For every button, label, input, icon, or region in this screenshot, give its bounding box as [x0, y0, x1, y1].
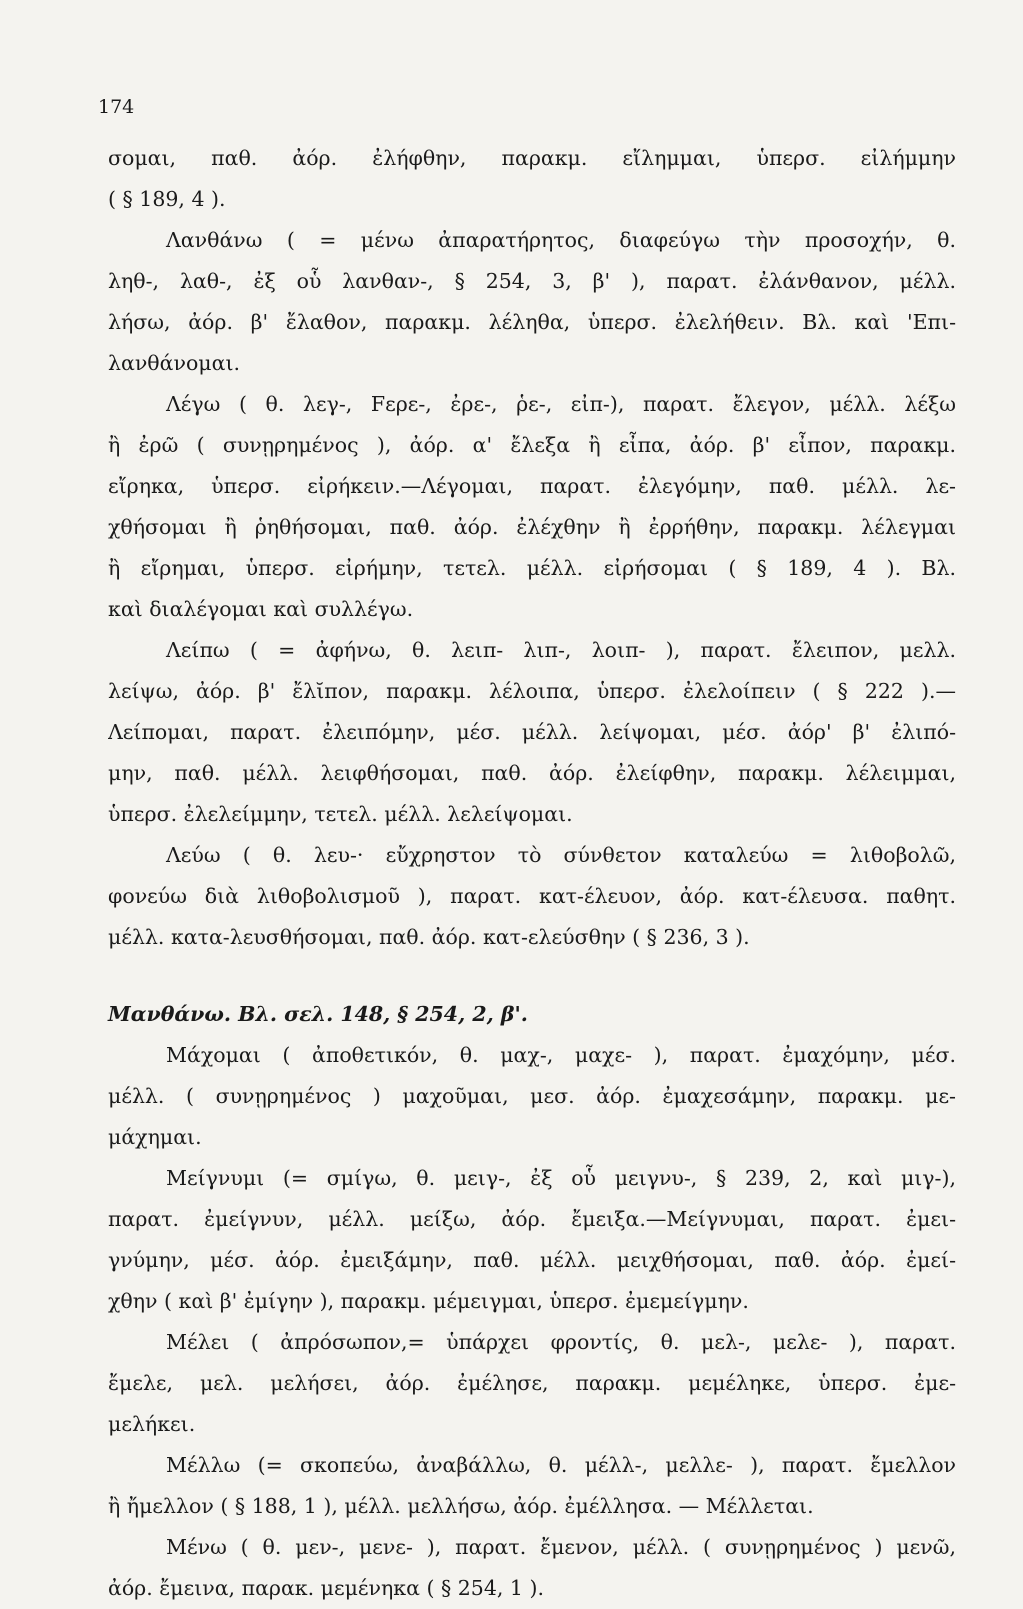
text-line: χθην ( καὶ β' ἐμίγην ), παρακμ. μέμειγμαι, ὑπερσ. ἐμεμείγμην. — [108, 1289, 749, 1313]
text-line: ὑπερσ. ἐλελείμμην, τετελ. μέλλ. λελείψομαι. — [108, 802, 573, 826]
text-line: παρατ. ἐμείγνυν, μέλλ. μείξω, ἀόρ. ἔμειξα.—Μείγνυμαι, παρατ. ἐμει- — [108, 1207, 956, 1231]
section-gap — [108, 958, 956, 994]
text-line: Μένω ( θ. μεν-, μενε- ), παρατ. ἔμενον, μέλλ. ( συνῃρημένος ) μενῶ, — [166, 1535, 956, 1559]
text-line: ληθ-, λαθ-, ἐξ οὗ λανθαν-, § 254, 3, β' ), παρατ. ἐλάνθανον, μέλλ. — [108, 269, 956, 293]
text-line: χθήσομαι ἢ ῥηθήσομαι, παθ. ἀόρ. ἐλέχθην ἢ ἐρρήθην, παρακμ. λέλεγμαι — [108, 515, 956, 539]
text-line: μάχημαι. — [108, 1125, 202, 1149]
text-line: φονεύω διὰ λιθοβολισμοῦ ), παρατ. κατ-έλευον, ἀόρ. κατ-έλευσα. παθητ. — [108, 884, 956, 908]
dictionary-text — [108, 138, 956, 1609]
text-line: Μάχομαι ( ἀποθετικόν, θ. μαχ-, μαχε- ), παρατ. ἐμαχόμην, μέσ. — [166, 1043, 956, 1067]
text-line: Λείπομαι, παρατ. ἐλειπόμην, μέσ. μέλλ. λείψομαι, μέσ. ἀόρ' β' ἐλιπό- — [108, 720, 956, 744]
text-line: λήσω, ἀόρ. β' ἔλαθον, παρακμ. λέληθα, ὑπερσ. ἐλελήθειν. Βλ. καὶ 'Επι- — [108, 310, 956, 334]
text-line: μελήκει. — [108, 1412, 196, 1436]
text-line: ἢ ἤμελλον ( § 188, 1 ), μέλλ. μελλήσω, ἀόρ. ἐμέλλησα. — Μέλλεται. — [108, 1494, 814, 1518]
text-line: μέλλ. ( συνῃρημένος ) μαχοῦμαι, μεσ. ἀόρ. ἐμαχεσάμην, παρακμ. με- — [108, 1084, 956, 1108]
text-line: λανθάνομαι. — [108, 351, 241, 375]
text-line: ἢ ἐρῶ ( συνῃρημένος ), ἀόρ. α' ἔλεξα ἢ εἶπα, ἀόρ. β' εἶπον, παρακμ. — [108, 433, 956, 457]
text-line: ἢ εἴρημαι, ὑπερσ. εἰρήμην, τετελ. μέλλ. εἰρήσομαι ( § 189, 4 ). Βλ. — [108, 556, 956, 580]
text-line: ( § 189, 4 ). — [108, 187, 226, 211]
text-line: ἀόρ. ἔμεινα, παρακ. μεμένηκα ( § 254, 1 ). — [108, 1576, 544, 1600]
text-line: Μέλλω (= σκοπεύω, ἀναβάλλω, θ. μέλλ-, μελλε- ), παρατ. ἔμελλον — [166, 1453, 956, 1477]
text-line: Λέγω ( θ. λεγ-, Fερε-, ἐρε-, ῥε-, εἰπ-), παρατ. ἔλεγον, μέλλ. λέξω — [166, 392, 956, 416]
text-line: καὶ διαλέγομαι καὶ συλλέγω. — [108, 597, 414, 621]
text-line: Μέλει ( ἀπρόσωπον,= ὑπάρχει φροντίς, θ. μελ-, μελε- ), παρατ. — [166, 1330, 956, 1354]
text-line: ἔμελε, μελ. μελήσει, ἀόρ. ἐμέλησε, παρακμ. μεμέληκε, ὑπερσ. ἐμε- — [108, 1371, 956, 1395]
text-line: μέλλ. κατα-λευσθήσομαι, παθ. ἀόρ. κατ-ελεύσθην ( § 236, 3 ). — [108, 925, 750, 949]
text-line: Λείπω ( = ἀφήνω, θ. λειπ- λιπ-, λοιπ- ), παρατ. ἔλειπον, μελλ. — [166, 638, 956, 662]
text-line: Λανθάνω ( = μένω ἀπαρατήρητος, διαφεύγω τὴν προσοχήν, θ. — [166, 228, 956, 252]
text-line: Μείγνυμι (= σμίγω, θ. μειγ-, ἐξ οὗ μειγνυ-, § 239, 2, καὶ μιγ-), — [166, 1166, 956, 1190]
text-line: σομαι, παθ. ἀόρ. ἐλήφθην, παρακμ. εἴλημμαι, ὑπερσ. εἰλήμμην — [108, 146, 956, 170]
text-line: εἴρηκα, ὑπερσ. εἰρήκειν.—Λέγομαι, παρατ. ἐλεγόμην, παθ. μέλλ. λε- — [108, 474, 956, 498]
page-number: 174 — [98, 96, 135, 118]
text-line: λείψω, ἀόρ. β' ἔλῐπον, παρακμ. λέλοιπα, ὑπερσ. ἐλελοίπειν ( § 222 ).— — [108, 679, 956, 703]
text-line: Λεύω ( θ. λευ-· εὔχρηστον τὸ σύνθετον καταλεύω = λιθοβολῶ, — [166, 843, 956, 867]
text-line: γνύμην, μέσ. ἀόρ. ἐμειξάμην, παθ. μέλλ. μειχθήσομαι, παθ. ἀόρ. ἐμεί- — [108, 1248, 956, 1272]
entry-heading: Μανθάνω. Βλ. σελ. 148, § 254, 2, β'. — [108, 1002, 528, 1026]
text-line: μην, παθ. μέλλ. λειφθήσομαι, παθ. ἀόρ. ἐλείφθην, παρακμ. λέλειμμαι, — [108, 761, 956, 785]
